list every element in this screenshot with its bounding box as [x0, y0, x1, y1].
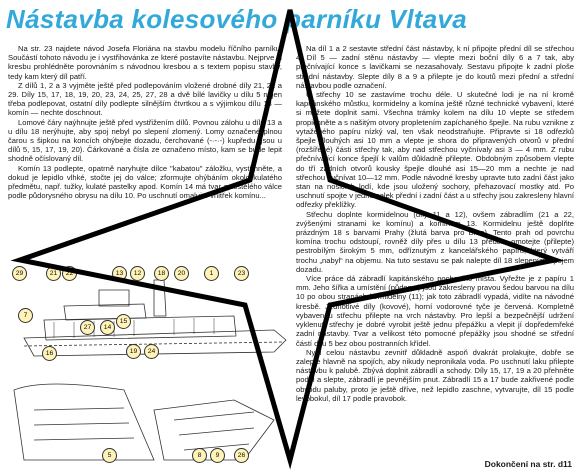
right-paragraph-3: Střechu doplnte kormidelnou (díly 11 a 12), ovšem zábradlím (21 a 22, zvýšenými stranami ke komínu) a komínem 13. Kormidelnu ještě doplňte prázdným 18 s barvami Prahy (žlutá barva pro Brno). Tento prah od povrchu komína trochu odstoupí, rovněž díly přes u dílu 13 předem omotejte (přilepte) pestrobílým širokým 5 mm, odříznutým z kancelářského papíru, který vytváří trochu „nabyl“ na objemu. Na tuto sestavu se pak nalepte díl 18 slepeným spojem dozadu. — [296, 209, 574, 274]
railing-lines — [54, 318, 214, 338]
callout-part: 29 — [12, 266, 27, 281]
right-paragraph-2: U střechy 10 se zastavíme trochu déle. U skutečné lodi je na ní kromě kapitánského můstku, kormidelny a komína ještě různé technické vybavení, které si můžete doplnit sami. Všechna trámky kolem na dílu 10 vlepte se středem propichněte a s našitým otvory propletením zapíchaného špejle. Na rubu vznikne z vytaženého papíru nízký val, ten však neodstraňujte. Připravte si 18 odřezků špejle dlouhých asi 10 mm a vlepte je shora do připravených otvorů v přední (rozšířené) části střechy tak, aby nad střechou vyčnívaly asi 3 — 4 mm. Z rubu přečnívající konce špejlí k valům důkladně přilepte. Obdobným způsobem vlepte do tří zadních otvorů kousky špejle dlouhé asi 15—20 mm a nechte je nad střechou vyčnívat 10—12 mm. Podle návodné kresby upravte tuto zadní část jako stan na nosičích lodí, kde jsou uložený sochory, přehazovací mostky atd. Po uschnutí spojte v jednu celek přední i zadní část a u střechy jsou zakresleny hlavní odřezky překlížky. — [296, 90, 574, 210]
stern-detail-lines — [34, 408, 134, 440]
callout-part: 21 — [46, 266, 61, 281]
left-paragraph-1: Na str. 23 najdete návod Josefa Floriána na stavbu modelu říčního parníku. Součástí tohoto návodu je i vystřihovánka ze které postavíte nástavbu. Nejprve si kresbu prohlédněte porovnáním s návodnou kresbou a s textem popisu stavby, tedy kam který díl patří. — [8, 44, 282, 81]
callout-part: 27 — [80, 320, 95, 335]
callout-part: 22 — [62, 266, 77, 281]
wheelhouse-outline — [99, 290, 129, 306]
callout-part: 23 — [234, 266, 249, 281]
stern-outline — [14, 384, 154, 460]
right-paragraph-1: Na díl 1 a 2 sestavte střední část nástavby, k ní připojte přední díl se střechou 4. Díl 5 — zadní stěnu nástavby — vlepte mezi boční díly 6 a 7 tak, aby přečnívající konce s lavičkami se nezasahovaly. Sestavu připojte k zadní ploše střední nástavby. Slepte díly 8 a 9 a přilepte je do koutů mezi přední a střední nástavbou podle označení. — [296, 44, 574, 90]
callout-part: 12 — [130, 266, 145, 281]
callout-part: 1 — [204, 266, 219, 281]
callout-part: 16 — [42, 346, 57, 361]
continuation-note: Dokončení na str. d11 — [484, 459, 572, 469]
callout-part: 7 — [18, 308, 33, 323]
funnel-outline — [154, 280, 166, 316]
callout-part: 26 — [234, 448, 249, 463]
page-title: Nástavba kolesového parníku Vltava — [6, 4, 468, 34]
callout-part: 8 — [192, 448, 207, 463]
callout-part: 9 — [210, 448, 225, 463]
left-paragraph-3: Lomové čáry naýhnujte ještě před vystřižením dílů. Povnou zálohu u dílu 13 a u dílu 18 nerýhujte, aby spoj nebyl po slepení zlomený. Lomy označené plnou čarou s šipkou na koncích ohýbejte dozadu, čerchované (-·-·-) kupředu (jsou u dílů 5, 15, 17, 19, 20). Čárkované a čísla ze označeno místo, kam se bude lepit shodně očíslovaný díl. — [8, 117, 282, 164]
callout-part: 20 — [174, 266, 189, 281]
right-text-column — [296, 44, 574, 454]
callout-part: 14 — [100, 320, 115, 335]
drawing-svg — [4, 260, 296, 470]
steamboat-assembly-drawing — [4, 260, 296, 470]
right-paragraph-4: Více práce dá zábradlí kapitánského pochozího místa. Vyřežte je z papíru 1 mm. Jeho šířka a umístění (půdorys) jsou zakresleny pravou šedou barvou na dílu 10 po obou stranách kormidelny (11); jak toto zábradlí vypadá, vidíte na návodné kresbě. Jednotlivé díly (kovové), horní vodorovné tyče je červená. Kompletně vybavenou střechu přilepte na vrch nástavby. Pro lepší a bezpečnější udržení vyklenutí střechy je dobré vyrobit ještě jednu přepážku a vlepit jí dopředemřeké zadní nástavby. Tvar a velikost této pomocné přepážky jsou shodné se střední částí dílu 5 bez obou postranních křídel. — [296, 274, 574, 348]
callout-part: 24 — [144, 344, 159, 359]
callout-part: 18 — [154, 266, 169, 281]
callout-part: 5 — [102, 448, 117, 463]
left-text-column — [8, 44, 282, 234]
callout-part: 19 — [126, 344, 141, 359]
callout-part: 13 — [112, 266, 127, 281]
deck-section-lines — [174, 412, 254, 450]
right-paragraph-5: Nyní celou nástavbu zevnitř důkladně aspoň dvakrát prolakujte, dobře se zalepte hlavně na spojích, aby nikudy nepronikala voda. Po uschnutí laku přilepte nástavbu k palubě. Zbývá doplnit zábradlí a schody. Díly 15, 17, 19 a 20 přehněte podél a slepte, zábradlí je pevnějším pnut. Zábradlí 15 a 17 bude zakřivené podle obvodu paluby, proto je ještě dříve, než lepidlo zaschne, vytvarujte, díl 15 podle levobokul, díl 17 podle pravobok. — [296, 347, 574, 403]
callout-part: 15 — [116, 314, 131, 329]
left-paragraph-2: Z dílů 1, 2 a 3 vyjměte ještě před podlepováním vložené drobné díly 21, 22 a 29. Díly 15, 17, 18, 19, 20, 23, 24, 25, 27, 28 a dvě bílé lavičky u dílu 5 nejen třeba podlepovat, ostatní díly podlepte silnějším čtvrtkou a s výjimkou dílu 13 — komín — nechte doschnout. — [8, 80, 282, 118]
left-paragraph-4: Komín 13 podlepte, opatrně naryhujte dílce "kabatou" záložku, vystřihněte, a dokud je lepidlo vlhké, stočte jej do válce; zformujte ohýbáním okolo kulatého předmětu, např. tužky, kulaté pastelky apod. Komín 14 má tvar zploštělého válce podle půdorysného obrysu na dílu 10. Po uschnutí omalujte vnitřek komínu... — [8, 163, 282, 201]
